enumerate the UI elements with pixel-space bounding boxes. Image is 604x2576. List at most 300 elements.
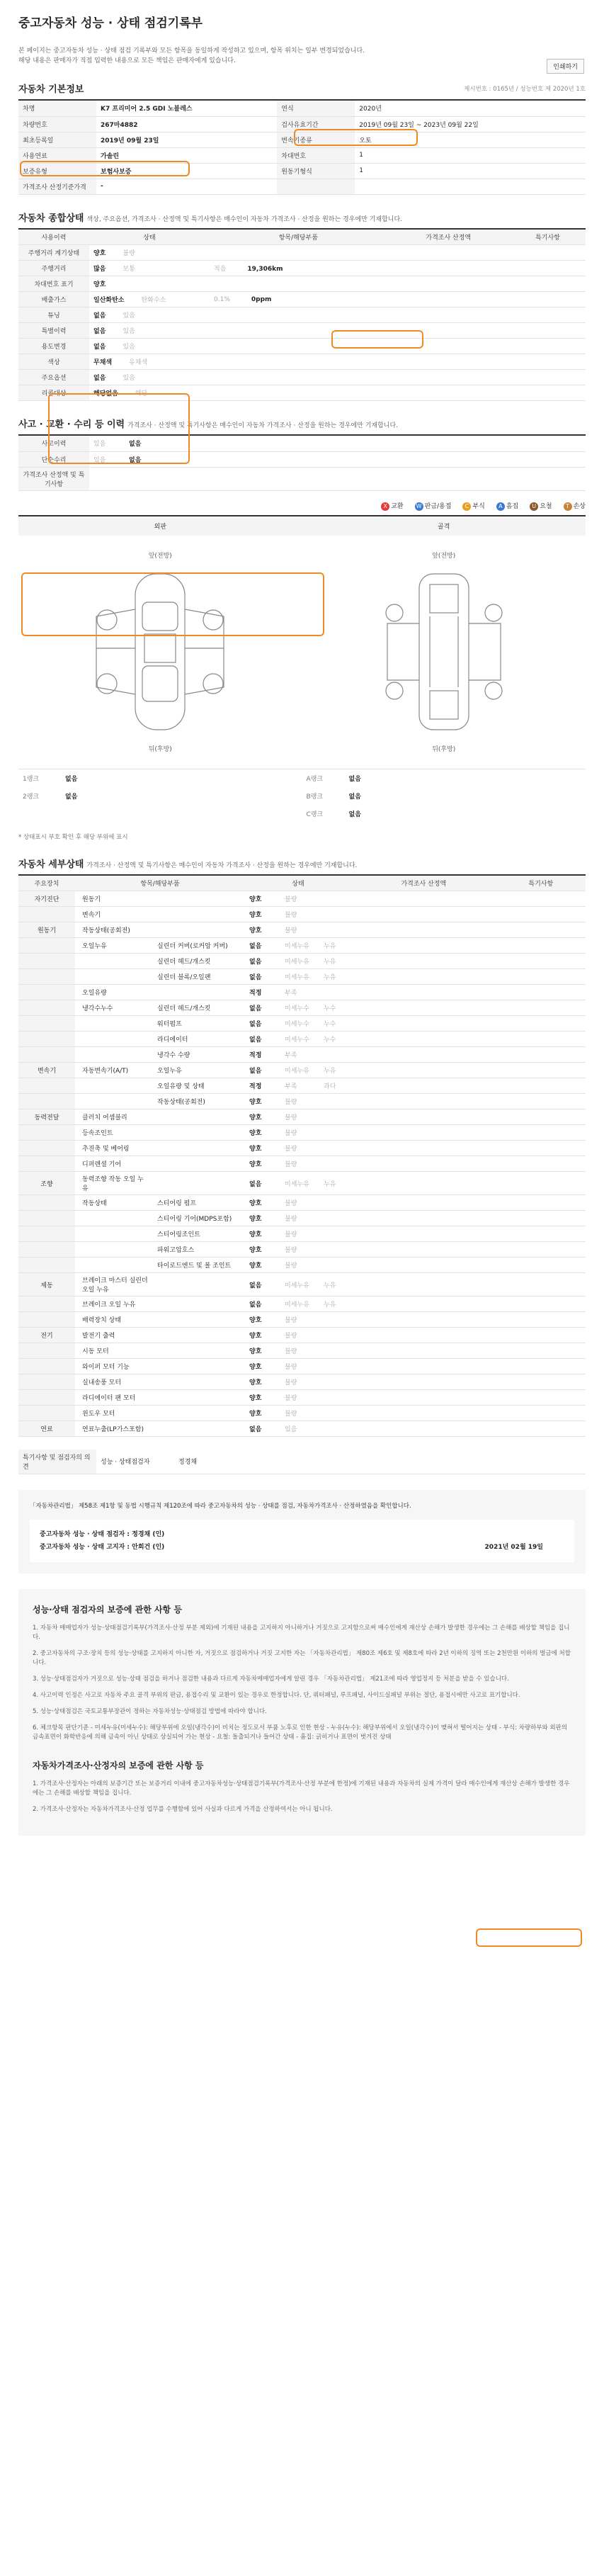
- price-cell: [351, 1226, 496, 1242]
- device-cell: [18, 1016, 75, 1032]
- table-row: [18, 1016, 586, 1032]
- table-cell: 차량번호: [18, 116, 96, 132]
- status-alt: [319, 1359, 351, 1374]
- guarantee-box: [18, 1589, 586, 1836]
- status-value: 없음: [125, 436, 210, 451]
- status-value: 없음: [245, 1273, 280, 1297]
- table-cell: 267마4882: [96, 116, 277, 132]
- item-cell: [210, 276, 387, 292]
- sub-item-cell: [153, 1297, 245, 1312]
- table-row: [18, 276, 586, 292]
- status-value: 없음: [245, 1000, 280, 1016]
- status-alt: 미세누유: [280, 969, 319, 985]
- section-subtitle: 가격조사 · 산정액 및 특기사항은 매수인이 자동차 가격조사 · 산정을 원하는 경우에만 기재합니다.: [127, 422, 399, 429]
- legend-symbol: T: [564, 502, 572, 511]
- section-title-text: 자동차 종합상태: [18, 213, 84, 224]
- status-value: 없음: [245, 1016, 280, 1032]
- note-cell: [496, 891, 586, 907]
- legend-symbol: C: [462, 502, 471, 511]
- item-cell: [210, 370, 387, 385]
- note-cell: [496, 1109, 586, 1125]
- table-row: [18, 1242, 586, 1258]
- status-value: 양호: [245, 907, 280, 922]
- row-label: 색상: [18, 354, 89, 370]
- note-cell: [510, 245, 586, 261]
- table-row: [18, 292, 586, 307]
- guarantee-item: 5. 성능·상태점검은 국토교통부장관이 정하는 자동차성능·상태점검 방법에 따라야 합니다.: [33, 1707, 267, 1715]
- table-row: [18, 1000, 586, 1016]
- sub-item-cell: 워터펌프: [153, 1016, 245, 1032]
- status-alt: 미세누유: [280, 1172, 319, 1195]
- page-title: 중고자동차 성능 · 상태 점검기록부: [18, 16, 203, 30]
- table-header-row: [18, 230, 586, 245]
- sub-item-cell: [153, 1273, 245, 1297]
- note-cell: [496, 1328, 586, 1343]
- price-cell: [351, 1000, 496, 1016]
- confirm-text: 「자동차관리법」 제58조 제1항 및 동법 시행규칙 제120조에 따라 중고자동차의 성능 · 상태를 점검, 자동차가격조사 · 산정하였음을 확인합니다.: [30, 1502, 411, 1510]
- device-cell: [18, 1406, 75, 1421]
- legend-item: [524, 503, 552, 510]
- rank-table: [302, 769, 586, 823]
- status-alt: 불량: [280, 1195, 319, 1211]
- accident-section: [18, 417, 586, 491]
- status-alt: 있음: [89, 436, 125, 451]
- section-title: [18, 81, 586, 101]
- item-cell: [75, 1016, 153, 1032]
- note-cell: [496, 1406, 586, 1421]
- table-header: 상태: [89, 230, 210, 245]
- item-cell: 추진축 및 베어링: [75, 1141, 153, 1156]
- header: [0, 0, 604, 71]
- status-cell: [89, 245, 210, 261]
- note-cell: [510, 339, 586, 354]
- description: [18, 46, 457, 66]
- item-cell: 변속기: [75, 907, 153, 922]
- status-cell: [89, 307, 210, 323]
- table-cell: 오토: [355, 132, 586, 147]
- item-cell: [75, 1226, 153, 1242]
- price-cell: [387, 307, 510, 323]
- price-cell: [351, 1359, 496, 1374]
- status-value: 없음: [245, 969, 280, 985]
- price-cell: [351, 938, 496, 954]
- legend-text: 흠집: [506, 502, 519, 510]
- item-value: 0.1%: [214, 295, 230, 303]
- device-cell: [18, 1141, 75, 1156]
- note-cell: [496, 1172, 586, 1195]
- table-row: [18, 1343, 586, 1359]
- device-cell: [18, 1374, 75, 1390]
- table-row: [18, 1406, 586, 1421]
- guarantee-item: 2. 중고자동차의 구조·장치 등의 성능·상태를 고지하지 아니한 자, 거짓으로 점검하거나 거짓 고지한 자는 「자동차관리법」 제80조 제6호 및 제8호에 따라 2년 이하의 징역 또는 2천만원 이하의 벌금에 처합니다.: [33, 1649, 571, 1666]
- sub-item-cell: [153, 907, 245, 922]
- table-row: [18, 1273, 586, 1297]
- item-cell: 배력장치 상태: [75, 1312, 153, 1328]
- status-value: 없음: [93, 328, 106, 335]
- status-alt: 있음: [122, 344, 135, 351]
- table-cell: [355, 179, 586, 194]
- status-value: 없음: [245, 954, 280, 969]
- table-row: [18, 1359, 586, 1374]
- rank-label: C랭크: [306, 810, 324, 818]
- status-alt: 누수: [319, 1032, 351, 1047]
- table-row: [18, 985, 586, 1000]
- table-row: [18, 1226, 586, 1242]
- note-cell: [510, 292, 586, 307]
- item-cell: [210, 307, 387, 323]
- table-row: [18, 1094, 586, 1109]
- status-alt: 과다: [319, 1078, 351, 1094]
- table-row: [18, 116, 586, 132]
- item-cell: 윈도우 모터: [75, 1406, 153, 1421]
- rank-label: 2랭크: [23, 793, 40, 801]
- status-value: 양호: [245, 1258, 280, 1273]
- status-alt: [319, 1406, 351, 1421]
- status-value: 양호: [245, 1312, 280, 1328]
- status-value: 없음: [245, 1172, 280, 1195]
- device-cell: [18, 1156, 75, 1172]
- table-header: 주요장치: [18, 876, 75, 891]
- status-value: 양호: [245, 1406, 280, 1421]
- item-cell: [210, 354, 387, 370]
- table-cell: 검사유효기간: [277, 116, 355, 132]
- price-cell: [351, 1032, 496, 1047]
- status-alt: [319, 1374, 351, 1390]
- table-row: [18, 436, 586, 451]
- status-value: 양호: [245, 1374, 280, 1390]
- table-cell: 가솔린: [96, 147, 277, 163]
- table-cell: 보증유형: [18, 163, 96, 179]
- table-row: [18, 907, 586, 922]
- status-alt: [319, 1328, 351, 1343]
- status-alt: 불량: [280, 922, 319, 938]
- note-cell: [496, 922, 586, 938]
- status-alt: [319, 985, 351, 1000]
- item-cell: 브레이크 마스터 실린더오일 누유: [75, 1273, 153, 1297]
- device-cell: [18, 1125, 75, 1141]
- price-item: 2. 가격조사·산정자는 자동차가격조사·산정 업무를 수행함에 있어 사실과 다르게 가격을 산정하여서는 아니 됩니다.: [33, 1805, 333, 1813]
- outer-ranks: [18, 769, 302, 823]
- doc-number: 제시번호 : 0165년 / 성능번호 제 2020년 1호: [464, 86, 586, 93]
- accident-table: [18, 436, 586, 491]
- description-line: 해당 내용은 판매자가 직접 입력한 내용으로 모든 책임은 판매자에게 있습니다.: [18, 57, 236, 64]
- item-cell: [75, 1258, 153, 1273]
- price-cell: [351, 1343, 496, 1359]
- rank-label: 1랭크: [23, 775, 40, 783]
- status-value: 양호: [245, 1156, 280, 1172]
- item-cell: [75, 969, 153, 985]
- inspector-line: 중고자동차 성능 · 상태 점검자 : 정경채 (인): [40, 1530, 165, 1538]
- status-value: 양호: [245, 1343, 280, 1359]
- row-label: 배출가스: [18, 292, 89, 307]
- row-label: 주행거리 계기상태: [18, 245, 89, 261]
- status-alt: 보통: [122, 266, 135, 273]
- highlight-date: [476, 1928, 582, 1947]
- status-alt: 불량: [280, 1312, 319, 1328]
- device-cell: [18, 954, 75, 969]
- item-cell: [210, 339, 387, 354]
- device-cell: [18, 1390, 75, 1406]
- price-cell: [351, 891, 496, 907]
- price-cell: [351, 1109, 496, 1125]
- status-cell: [89, 276, 210, 292]
- table-row: [18, 245, 586, 261]
- table-row: [18, 1258, 586, 1273]
- table-header: 특기사항: [496, 876, 586, 891]
- note-cell: [496, 985, 586, 1000]
- status-cell: [89, 261, 210, 276]
- price-cell: [351, 1374, 496, 1390]
- frame-label: 골격: [438, 523, 450, 531]
- item-cell: [75, 1032, 153, 1047]
- device-cell: [18, 1226, 75, 1242]
- table-row: [18, 1109, 586, 1125]
- rank-label: A랭크: [306, 775, 324, 783]
- guarantee-list: [33, 1624, 571, 1742]
- status-value: 양호: [245, 1109, 280, 1125]
- section-title: [18, 210, 586, 230]
- device-cell: [18, 1242, 75, 1258]
- item-cell: [210, 385, 387, 401]
- row-label: 주요옵션: [18, 370, 89, 385]
- status-value: 없음: [245, 1297, 280, 1312]
- car-diagram: [18, 515, 586, 769]
- table-header: 가격조사 산정액: [351, 876, 496, 891]
- rank-section: [18, 769, 586, 823]
- status-cell: [89, 354, 210, 370]
- table-header: 항목/해당부품: [75, 876, 245, 891]
- price-cell: [351, 1063, 496, 1078]
- price-cell: [351, 969, 496, 985]
- price-cell: [351, 1156, 496, 1172]
- sub-item-cell: 라디에이터: [153, 1032, 245, 1047]
- table-cell: -: [96, 179, 277, 194]
- item-cell: [75, 954, 153, 969]
- status-value: 양호: [245, 1328, 280, 1343]
- price-cell: [351, 1078, 496, 1094]
- spacer-cell: [210, 467, 586, 490]
- table-header: 특기사항: [510, 230, 586, 245]
- sub-item-cell: [153, 1406, 245, 1421]
- status-alt: [319, 1109, 351, 1125]
- item-cell: [75, 1242, 153, 1258]
- sub-item-cell: [153, 1421, 245, 1437]
- table-cell: 2019년 09월 23일: [96, 132, 277, 147]
- sub-item-cell: 냉각수 수량: [153, 1047, 245, 1063]
- status-alt: [319, 1242, 351, 1258]
- table-cell: 2019년 09월 23일 ~ 2023년 09월 22일: [355, 116, 586, 132]
- note-cell: [496, 1094, 586, 1109]
- summary-section: [18, 210, 586, 402]
- status-value: 양호: [245, 1125, 280, 1141]
- note-cell: [496, 1242, 586, 1258]
- table-row: [18, 938, 586, 954]
- status-alt: 미세누유: [280, 1273, 319, 1297]
- guarantee-item: 6. 체크항목 판단기준 - 미세누유(미세누수): 해당부위에 오일(냉각수)이 비치는 정도로서 부품 노후로 인한 현상 - 누유(누수): 해당부위에서 오일(냉각수)이 맺혀서 떨어지는 상태 - 부식: 차량하부와 외판의 금속표면이 화학반응에 의해 금속이 아닌 상태로 상실되어 가는 현상 - 요철: 돌출되거나 들어간 상태 - 흠집: 긁히거나 표면이 벗겨진 상태: [33, 1724, 568, 1741]
- status-alt: 누유: [319, 1172, 351, 1195]
- opinion-section: [18, 1450, 586, 1474]
- note-cell: [510, 354, 586, 370]
- sub-item-cell: [153, 1312, 245, 1328]
- status-alt: 불량: [280, 907, 319, 922]
- sub-item-cell: 파워고압호스: [153, 1242, 245, 1258]
- section-title-text: 자동차 세부상태: [18, 859, 84, 870]
- status-value: 양호: [245, 1211, 280, 1226]
- note-cell: [496, 1421, 586, 1437]
- device-cell: [18, 1195, 75, 1211]
- item-cell: 연료누출(LP가스포함): [75, 1421, 153, 1437]
- status-alt: 누유: [319, 1273, 351, 1297]
- status-alt: 있음: [280, 1421, 319, 1437]
- status-alt: 불량: [280, 1406, 319, 1421]
- table-row: [18, 132, 586, 147]
- table-cell: 차명: [18, 101, 96, 116]
- status-alt: [319, 1125, 351, 1141]
- rank-table: [18, 769, 302, 805]
- guarantee-item: 1. 자동차 매매업자가 성능·상태점검기록부(가격조사·산정 부분 제외)에 기재된 내용을 고지하지 아니하거나 거짓으로 고지함으로써 매수인에게 재산상 손해가 발생한 경우에는 그 손해를 배상할 책임을 집니다.: [33, 1624, 570, 1641]
- status-alt: 누유: [319, 954, 351, 969]
- device-cell: [18, 1094, 75, 1109]
- note-cell: [496, 1312, 586, 1328]
- summary-table: [18, 230, 586, 402]
- status-alt: 있음: [122, 328, 135, 335]
- row-label: 사고이력: [18, 436, 89, 451]
- device-cell: [18, 1343, 75, 1359]
- status-value: 양호: [245, 922, 280, 938]
- status-value: 없음: [245, 1063, 280, 1078]
- legend-text: 부식: [472, 502, 485, 510]
- status-alt: 있음: [122, 375, 135, 382]
- detail-section: [18, 857, 586, 1437]
- price-item: 1. 가격조사·산정자는 아래의 보증기간 또는 보증거리 이내에 중고자동차성능·상태점검기록부(가격조사·산정 부분에 한정)에 기재된 내용과 자동차의 실제 가격이 달라 매수인에게 재산상 손해가 발생한 경우에는 그 손해를 배상할 책임을 집니다.: [33, 1780, 570, 1797]
- status-value: 양호: [245, 1242, 280, 1258]
- item-cell: 클러치 어셈블리: [75, 1109, 153, 1125]
- legend-text: 요철: [540, 502, 552, 510]
- price-cell: [387, 385, 510, 401]
- price-cell: [351, 1390, 496, 1406]
- outer-panel-label: 외판: [154, 523, 166, 531]
- car-frame-icon: [352, 560, 536, 744]
- status-value: 양호: [245, 1141, 280, 1156]
- note-cell: [496, 1141, 586, 1156]
- price-cell: [351, 907, 496, 922]
- outer-car-view: [18, 536, 302, 769]
- table-row: [18, 787, 302, 805]
- rank-value: 없음: [348, 775, 361, 783]
- sub-item-cell: [153, 1343, 245, 1359]
- table-row: [18, 1211, 586, 1226]
- item-cell: 시동 모터: [75, 1343, 153, 1359]
- status-alt: 있음: [89, 451, 125, 467]
- legend-symbol: U: [530, 502, 538, 511]
- row-label: 가격조사 산정액 및 특기사항: [18, 467, 89, 490]
- rank-value: 없음: [65, 793, 78, 801]
- status-alt: 불량: [280, 1094, 319, 1109]
- status-alt: 누수: [319, 1000, 351, 1016]
- device-cell: 변속기: [18, 1063, 75, 1078]
- table-row: [18, 261, 586, 276]
- status-alt: 미세누수: [280, 1032, 319, 1047]
- sub-item-cell: 오일누유: [153, 1063, 245, 1078]
- frame-car-view: [302, 536, 586, 769]
- status-value: 무채색: [93, 359, 113, 366]
- device-cell: [18, 1000, 75, 1016]
- item-value: 적음: [214, 266, 227, 273]
- table-row: [18, 1032, 586, 1047]
- table-cell: 1: [355, 163, 586, 179]
- sub-item-cell: [153, 985, 245, 1000]
- item-cell: 디퍼렌셜 기어: [75, 1156, 153, 1172]
- price-cell: [387, 292, 510, 307]
- item-cell: 오일유량: [75, 985, 153, 1000]
- device-cell: [18, 1359, 75, 1374]
- item-cell: 브레이크 오일 누유: [75, 1297, 153, 1312]
- status-alt: 누유: [319, 1297, 351, 1312]
- status-value: 적정: [245, 985, 280, 1000]
- note-cell: [510, 370, 586, 385]
- guarantee-item: 3. 성능·상태점검자가 거짓으로 성능·상태 점검을 하거나 점검한 내용과 다르게 자동차매매업자에게 알린 경우 「자동차관리법」 제21조에 따라 영업정지 등 처분을 받을 수 있습니다.: [33, 1675, 509, 1683]
- legend-item: [375, 503, 403, 510]
- item-cell: [210, 292, 387, 307]
- price-cell: [387, 370, 510, 385]
- section-subtitle: 색상, 주요옵션, 가격조사 · 산정액 및 특기사항은 매수인이 자동차 가격조사 · 산정을 원하는 경우에만 기재합니다.: [86, 215, 403, 223]
- item-cell: [75, 1047, 153, 1063]
- status-value: 많음: [93, 266, 106, 273]
- sub-item-cell: [153, 922, 245, 938]
- status-alt: 불량: [122, 250, 135, 257]
- device-cell: 자기진단: [18, 891, 75, 907]
- opinion-table: [18, 1450, 586, 1474]
- spacer-cell: [210, 451, 586, 467]
- status-value: 적정: [245, 1078, 280, 1094]
- legend-item: [457, 503, 484, 510]
- price-cell: [351, 1328, 496, 1343]
- device-cell: [18, 1258, 75, 1273]
- status-alt: 부족: [280, 1047, 319, 1063]
- section-title: [18, 417, 586, 436]
- item-cell: 냉각수누수: [75, 1000, 153, 1016]
- note-cell: [496, 1226, 586, 1242]
- device-cell: 전기: [18, 1328, 75, 1343]
- sub-item-cell: 실린더 커버(로커암 커버): [153, 938, 245, 954]
- status-value: 없음: [93, 312, 106, 320]
- table-header: 항목/해당부품: [210, 230, 387, 245]
- item-cell: 오일누유: [75, 938, 153, 954]
- status-value: 해당없음: [93, 390, 118, 397]
- table-row: [18, 1390, 586, 1406]
- status-alt: 불량: [280, 1374, 319, 1390]
- price-cell: [351, 1047, 496, 1063]
- rank-label: B랭크: [306, 793, 324, 801]
- row-label: 용도변경: [18, 339, 89, 354]
- table-row: [18, 354, 586, 370]
- note-cell: [496, 1297, 586, 1312]
- print-button[interactable]: 인쇄하기: [547, 59, 584, 74]
- price-cell: [387, 354, 510, 370]
- status-value: [125, 467, 210, 490]
- note-cell: [510, 385, 586, 401]
- status-value: 일산화탄소: [93, 297, 125, 304]
- table-cell: 보험사보증: [96, 163, 277, 179]
- price-list: [33, 1780, 571, 1814]
- table-cell: K7 프리미어 2.5 GDI 노블레스: [96, 101, 277, 116]
- status-alt: 미세누수: [280, 1000, 319, 1016]
- item-cell: 등속조인트: [75, 1125, 153, 1141]
- status-alt: [319, 1195, 351, 1211]
- sub-item-cell: [153, 1390, 245, 1406]
- table-cell: 연식: [277, 101, 355, 116]
- price-title: 자동차가격조사·산정자의 보증에 관한 사항 등: [33, 1760, 204, 1770]
